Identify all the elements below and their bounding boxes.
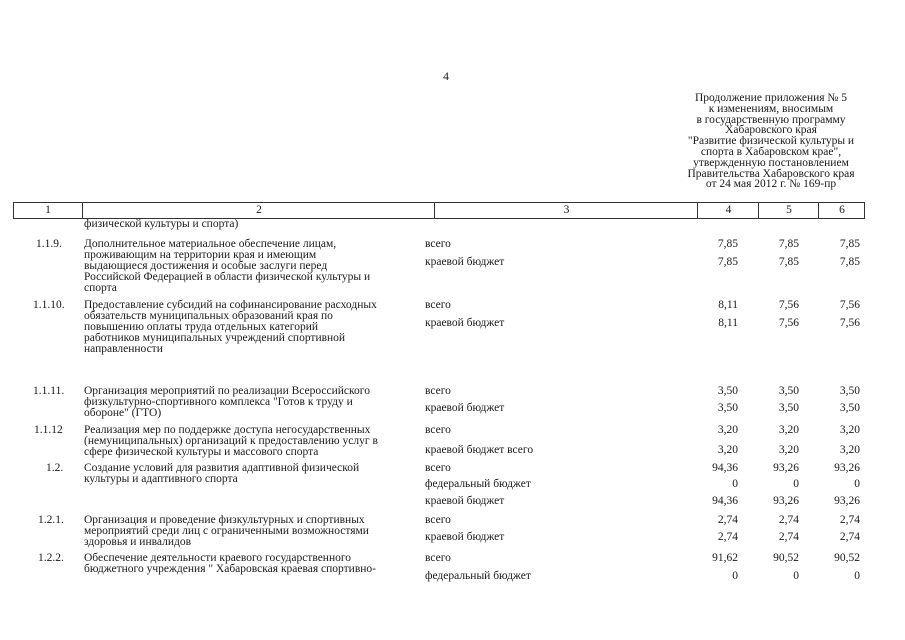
value-col5: 93,26: [773, 462, 799, 474]
value-col4: 7,85: [717, 256, 738, 268]
description-line: сфере физической культуры и массового спорта: [84, 446, 319, 458]
value-col5: 3,50: [778, 402, 799, 414]
value-col5: 3,20: [778, 444, 799, 456]
column-header-cell: 4: [697, 203, 759, 218]
description-line: направленности: [84, 343, 163, 355]
value-col6: 3,20: [839, 424, 860, 436]
description-line: Организация мероприятий по реализации Всероссийского: [84, 385, 370, 397]
value-col4: 8,11: [718, 299, 738, 311]
row-description: [84, 553, 420, 575]
description-line: обороне" (ГТО): [84, 407, 162, 419]
value-col5: 90,52: [773, 552, 799, 564]
description-line: обязательств муниципальных образований края по: [84, 310, 333, 322]
source-name: краевой бюджет: [425, 531, 505, 543]
appendix-header: [640, 93, 902, 190]
description-line: Создание условий для развития адаптивной физической: [84, 462, 360, 474]
description-line: здоровья и инвалидов: [84, 536, 192, 548]
value-col5: 7,85: [778, 238, 799, 250]
value-col4: 8,11: [718, 317, 738, 329]
value-col5: 7,56: [778, 317, 799, 329]
row-code: 1.1.11.: [33, 385, 65, 397]
description-line: проживающим на территории края и имеющим: [84, 249, 317, 261]
description-line: Российской Федерацией в области физической культуры и: [84, 271, 371, 283]
source-name: всего: [425, 424, 451, 436]
column-header-cell: 3: [434, 203, 698, 218]
value-col6: 3,50: [839, 402, 860, 414]
source-name: краевой бюджет всего: [425, 444, 534, 456]
source-name: всего: [425, 552, 451, 564]
value-col5: 2,74: [778, 531, 799, 543]
description-line: выдающиеся достижения и особые заслуги перед: [84, 260, 328, 272]
value-col4: 94,36: [712, 495, 738, 507]
source-name: краевой бюджет: [425, 402, 505, 414]
header-line: Правительства Хабаровского края: [687, 167, 855, 180]
description-line: спорта: [84, 282, 117, 294]
source-name: краевой бюджет: [425, 317, 505, 329]
value-col5: 93,26: [773, 495, 799, 507]
value-col6: 0: [854, 570, 860, 582]
value-col5: 3,20: [778, 424, 799, 436]
header-line: в государственную программу: [696, 113, 846, 126]
description-line: культуры и адаптивного спорта: [84, 473, 238, 485]
value-col4: 2,74: [717, 531, 738, 543]
value-col5: 7,56: [778, 299, 799, 311]
column-header-cell: 6: [818, 203, 865, 218]
header-line: "Развитие физической культуры и: [687, 135, 855, 148]
header-line: от 24 мая 2012 г. № 169-пр: [705, 178, 837, 191]
value-col6: 90,52: [834, 552, 860, 564]
value-col5: 3,50: [778, 385, 799, 397]
table-column-header: [13, 202, 865, 219]
value-col6: 2,74: [839, 514, 860, 526]
value-col5: 7,85: [778, 256, 799, 268]
value-col4: 94,36: [712, 462, 738, 474]
row-description: [84, 386, 420, 419]
row-description: [84, 425, 420, 458]
value-col4: 91,62: [712, 552, 738, 564]
value-col6: 93,26: [834, 462, 860, 474]
description-line: (немуниципальных) организаций к предоставлению услуг в: [84, 435, 378, 447]
value-col5: 0: [793, 570, 799, 582]
description-line: бюджетного учреждения " Хабаровская краевая спортивно-: [84, 563, 376, 575]
header-line: Продолжение приложения № 5: [694, 92, 848, 104]
value-col4: 7,85: [717, 238, 738, 250]
description-line: повышению оплаты труда отдельных категорий: [84, 321, 318, 333]
value-col5: 0: [793, 478, 799, 490]
description-line: физкультурно-спортивного комплекса "Готов к труду и: [84, 396, 353, 408]
column-header-cell: 5: [758, 203, 819, 218]
header-line: утвержденную постановлением: [693, 156, 849, 169]
description-line: Организация и проведение физкультурных и спортивных: [84, 514, 365, 526]
source-name: федеральный бюджет: [425, 570, 531, 582]
description-line: Обеспечение деятельности краевого государственного: [84, 552, 352, 564]
value-col6: 7,85: [839, 238, 860, 250]
header-line: Хабаровского края: [725, 124, 817, 137]
description-line: работников муниципальных учреждений спортивной: [84, 332, 346, 344]
row-code: 1.1.12: [34, 424, 63, 436]
source-name: всего: [425, 299, 451, 311]
row-description: [84, 463, 420, 485]
source-name: всего: [425, 462, 451, 474]
value-col4: 3,50: [717, 402, 738, 414]
value-col6: 3,20: [839, 444, 860, 456]
value-col6: 93,26: [834, 495, 860, 507]
continuation-text: физической культуры и спорта): [84, 218, 239, 230]
source-name: краевой бюджет: [425, 256, 505, 268]
column-header-cell: 1: [45, 204, 51, 216]
value-col5: 2,74: [778, 514, 799, 526]
value-col6: 7,56: [839, 299, 860, 311]
value-col6: 3,50: [839, 385, 860, 397]
row-code: 1.1.9.: [36, 238, 62, 250]
value-col4: 3,50: [717, 385, 738, 397]
value-col6: 0: [854, 478, 860, 490]
source-name: всего: [425, 238, 451, 250]
description-line: мероприятий среди лиц с ограниченными возможностями: [84, 525, 369, 537]
description-line: Реализация мер по поддержке доступа негосударственных: [84, 424, 371, 436]
row-code: 1.2.: [46, 462, 64, 474]
row-code: 1.2.1.: [38, 514, 64, 526]
value-col4: 3,20: [717, 444, 738, 456]
source-name: всего: [425, 385, 451, 397]
row-description: [84, 239, 420, 294]
header-line: спорта в Хабаровском крае",: [700, 145, 842, 158]
value-col6: 7,85: [839, 256, 860, 268]
description-line: Предоставление субсидий на софинансирование расходных: [84, 299, 377, 311]
value-col6: 2,74: [839, 531, 860, 543]
description-line: Дополнительное материальное обеспечение лицам,: [84, 238, 337, 250]
source-name: федеральный бюджет: [425, 478, 531, 490]
row-description: [84, 515, 420, 548]
row-description: [84, 300, 420, 355]
header-line: к изменениям, вносимым: [708, 102, 834, 115]
source-name: всего: [425, 514, 451, 526]
row-code: 1.1.10.: [33, 299, 65, 311]
value-col4: 0: [732, 570, 738, 582]
source-name: краевой бюджет: [425, 495, 505, 507]
row-code: 1.2.2.: [38, 552, 64, 564]
value-col4: 0: [732, 478, 738, 490]
value-col4: 3,20: [717, 424, 738, 436]
value-col6: 7,56: [839, 317, 860, 329]
page-number: 4: [443, 69, 449, 83]
column-header-cell: 2: [82, 203, 435, 218]
value-col4: 2,74: [717, 514, 738, 526]
